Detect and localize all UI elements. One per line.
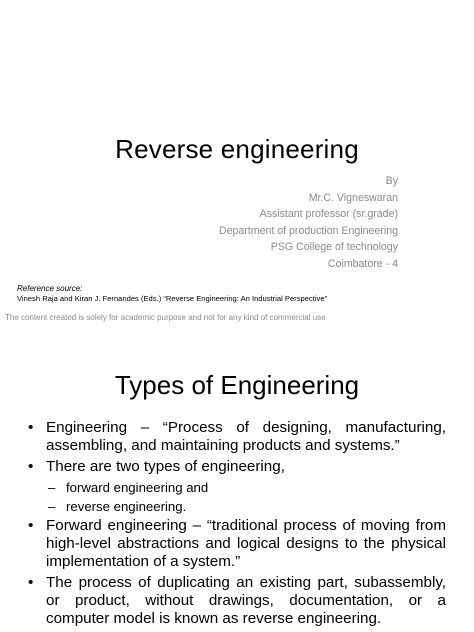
slide-1-title: Reverse engineering <box>115 134 359 164</box>
bullet-list <box>26 419 446 631</box>
reference-text: Vinesh Raja and Kiran J. Fernandes (Eds.) “Reverse Engineering: An Industrial Perspective” <box>17 294 328 303</box>
bullet-item: • Engineering – “Process of designing, manufacturing, assembling, and maintaining products and systems.” <box>26 419 446 455</box>
byline-line: Coimbatore - 4 <box>327 257 398 270</box>
byline-line: Assistant professor (sr.grade) <box>259 208 398 220</box>
disclaimer-text: The content created is solely for academic purpose and not for any kind of commercial use <box>5 313 326 322</box>
slide-2 <box>0 340 474 632</box>
slide-2-title: Types of Engineering <box>114 370 360 400</box>
byline-line: PSG College of technology <box>270 241 398 253</box>
author-byline <box>219 173 398 272</box>
byline-line: Mr.C. Vigneswaran <box>308 191 398 204</box>
sub-bullet-item: – reverse engineering. <box>26 498 446 515</box>
byline-line: By <box>385 175 398 187</box>
sub-bullet-item: – forward engineering and <box>26 479 446 496</box>
byline-line: Department of production Engineering <box>218 224 398 237</box>
reference-label: Reference source: <box>17 284 83 293</box>
bullet-item: • There are two types of engineering, <box>26 458 446 476</box>
bullet-item: • Forward engineering – “traditional process of moving from high-level abstractions and logical designs to the physical implementation of a system.” <box>26 517 446 571</box>
bullet-item: • The process of duplicating an existing part, subassembly, or product, without drawings, documentation, or a computer model is known as reverse engineering. <box>26 574 446 628</box>
